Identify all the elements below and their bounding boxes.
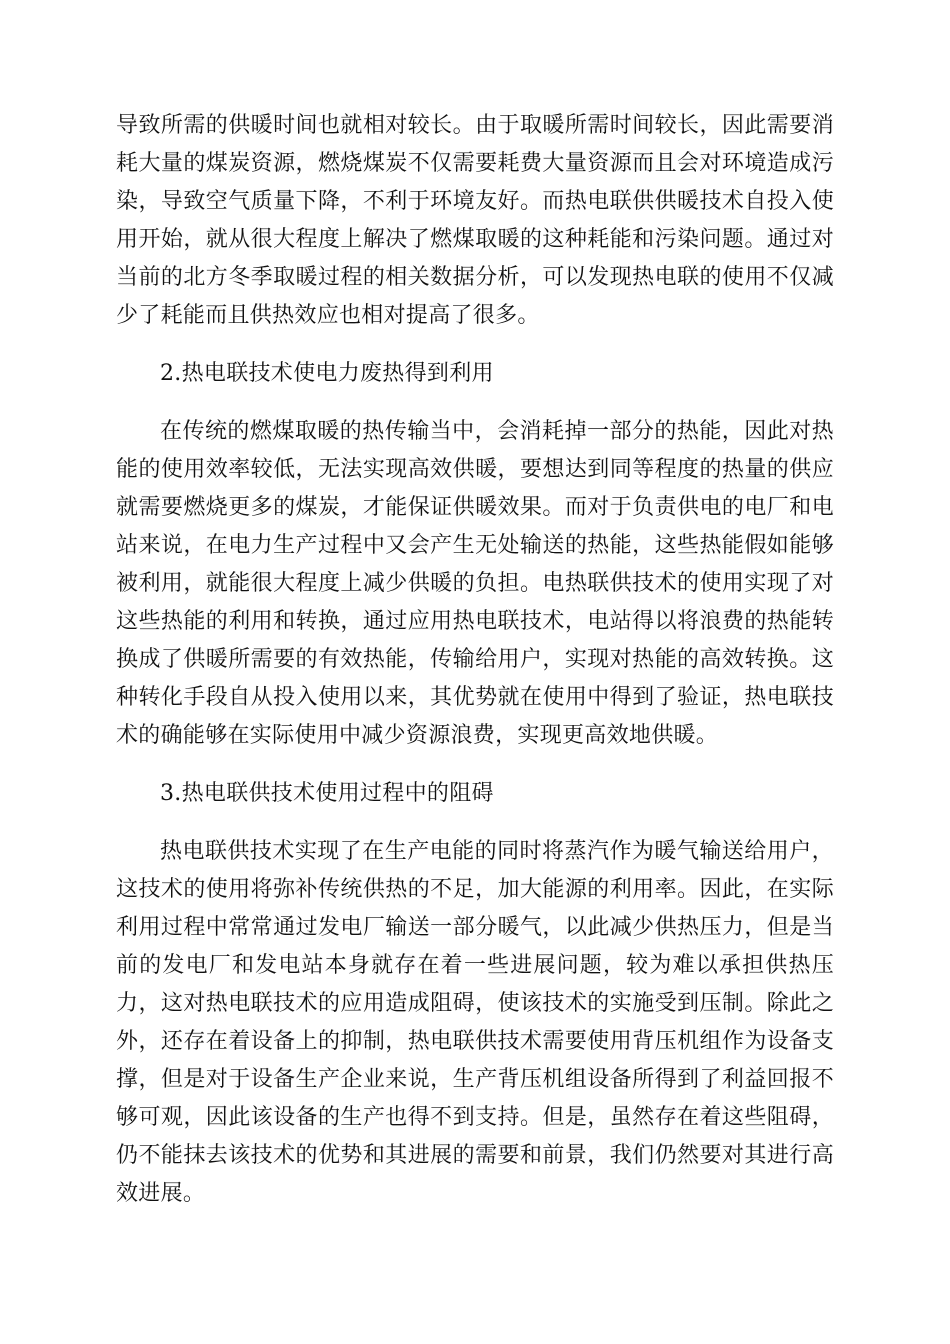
section-heading-2: 2.热电联技术使电力废热得到利用	[160, 361, 494, 386]
document-page	[116, 107, 834, 1213]
section-heading-3: 3.热电联供技术使用过程中的阻碍	[160, 781, 494, 806]
body-paragraph-1: 导致所需的供暖时间也就相对较长。由于取暖所需时间较长，因此需要消耗大量的煤炭资源，燃烧煤炭不仅需要耗费大量资源而且会对环境造成污染，导致空气质量下降，不利于环境友好。而热电联供供暖技术自投入使用开始，就从很大程度上解决了燃煤取暖的这种耗能和污染问题。通过对当前的北方冬季取暖过程的相关数据分析，可以发现热电联的使用不仅减少了耗能而且供热效应也相对提高了很多。	[116, 113, 834, 328]
body-paragraph-3: 热电联供技术实现了在生产电能的同时将蒸汽作为暖气输送给用户，这技术的使用将弥补传统供热的不足，加大能源的利用率。因此，在实际利用过程中常常通过发电厂输送一部分暖气，以此减少供热压力，但是当前的发电厂和发电站本身就存在着一些进展问题，较为难以承担供热压力，这对热电联技术的应用造成阻碍，使该技术的实施受到压制。除此之外，还存在着设备上的抑制，热电联供技术需要使用背压机组作为设备支撑，但是对于设备生产企业来说，生产背压机组设备所得到了利益回报不够可观，因此该设备的生产也得不到支持。但是，虽然存在着这些阻碍，仍不能抹去该技术的优势和其进展的需要和前景，我们仍然要对其进行高效进展。	[116, 839, 834, 1206]
body-paragraph-2: 在传统的燃煤取暖的热传输当中，会消耗掉一部分的热能，因此对热能的使用效率较低，无法实现高效供暖，要想达到同等程度的热量的供应就需要燃烧更多的煤炭，才能保证供暖效果。而对于负责供电的电厂和电站来说，在电力生产过程中又会产生无处输送的热能，这些热能假如能够被利用，就能很大程度上减少供暖的负担。电热联供技术的使用实现了对这些热能的利用和转换，通过应用热电联技术，电站得以将浪费的热能转换成了供暖所需要的有效热能，传输给用户，实现对热能的高效转换。这种转化手段自从投入使用以来，其优势就在使用中得到了验证，热电联技术的确能够在实际使用中减少资源浪费，实现更高效地供暖。	[116, 419, 834, 748]
